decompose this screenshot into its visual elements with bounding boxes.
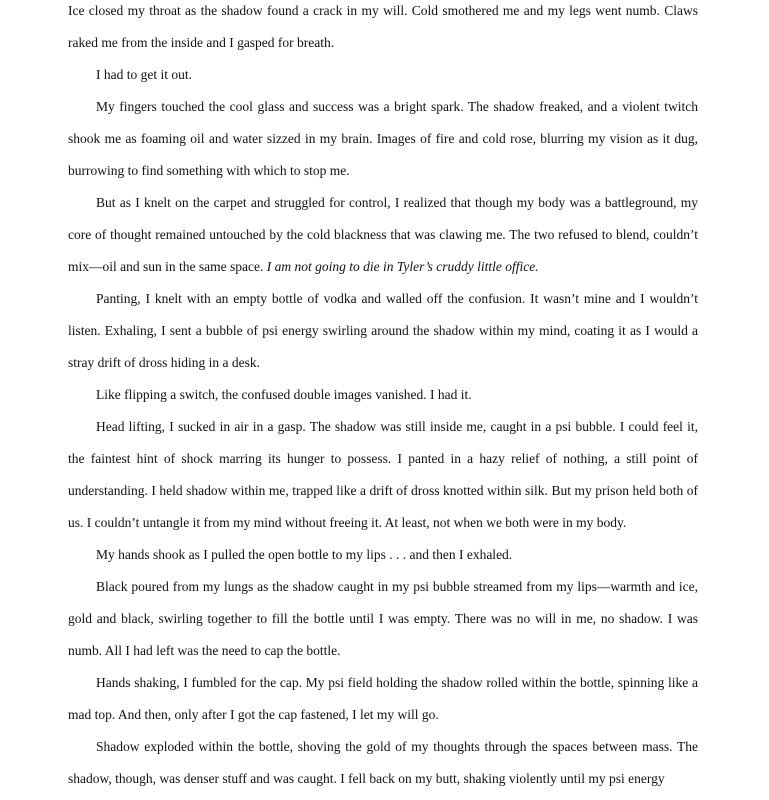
paragraph-11: Shadow exploded within the bottle, shoving the gold of my thoughts through the spaces between mass. The shadow, though, was denser stuff and was caught. I fell back on my butt, shaking violently until my psi energy xyxy=(68,739,698,786)
paragraph-9: Black poured from my lungs as the shadow caught in my psi bubble streamed from my lips—warmth and ice, gold and black, swirling together to fill the bottle until I was empty. There was no will in me, no shadow. I was numb. All I had left was the need to cap the bottle. xyxy=(68,579,698,658)
paragraph-8: My hands shook as I pulled the open bottle to my lips . . . and then I exhaled. xyxy=(96,547,513,562)
paragraph-6: Like flipping a switch, the confused double images vanished. I had it. xyxy=(96,387,472,402)
paragraph-4 xyxy=(68,187,698,283)
paragraph-2: I had to get it out. xyxy=(96,67,192,82)
paragraph-5: Panting, I knelt with an empty bottle of vodka and walled off the confusion. It wasn’t mine and I wouldn’t listen. Exhaling, I sent a bubble of psi energy swirling around the shadow within my mind, coating it as I would a stray drift of dross hiding in a desk. xyxy=(68,291,698,370)
paragraph-4-text: But as I knelt on the carpet and struggled for control, I realized that though my body was a battleground, my core of thought remained untouched by the cold blackness that was clawing me. The two refused to blend, couldn’t mix—oil and sun in the same space. xyxy=(68,195,698,274)
paragraph-1: Ice closed my throat as the shadow found a crack in my will. Cold smothered me and my legs went numb. Claws raked me from the inside and I gasped for breath. xyxy=(68,3,698,50)
manuscript-text xyxy=(68,0,698,795)
paragraph-10: Hands shaking, I fumbled for the cap. My psi field holding the shadow rolled within the bottle, spinning like a mad top. And then, only after I got the cap fastened, I let my will go. xyxy=(68,675,698,722)
paragraph-4-italic-thought: I am not going to die in Tyler’s cruddy little office. xyxy=(266,259,539,274)
paragraph-7: Head lifting, I sucked in air in a gasp. The shadow was still inside me, caught in a psi bubble. I could feel it, the faintest hint of shock marring its hunger to possess. I panted in a hazy relief of nothing, a still point of understanding. I held shadow within me, trapped like a drift of dross knotted within silk. But my prison held both of us. I couldn’t untangle it from my mind without freeing it. At least, not when we both were in my body. xyxy=(68,419,698,530)
paragraph-3: My fingers touched the cool glass and success was a bright spark. The shadow freaked, and a violent twitch shook me as foaming oil and water sizzed in my brain. Images of fire and cold rose, blurring my vision as it dug, burrowing to find something with which to stop me. xyxy=(68,99,698,178)
